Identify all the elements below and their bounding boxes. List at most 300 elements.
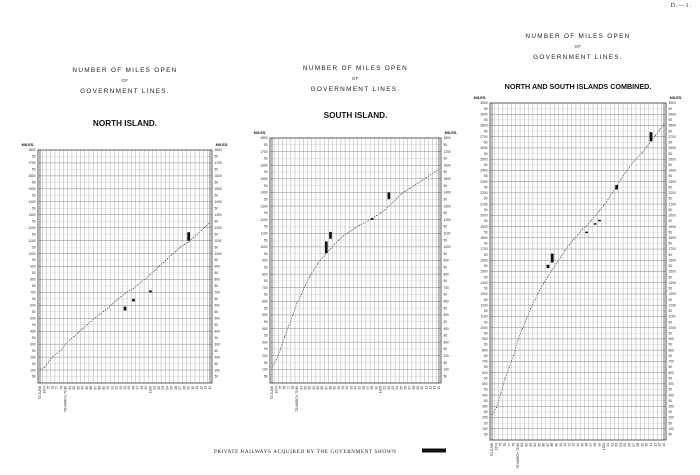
y-tick-label-left: 2500	[480, 157, 488, 162]
data-point	[543, 283, 544, 284]
y-tick-label-left: 50	[263, 170, 268, 175]
x-tick-label: 96	[361, 386, 366, 390]
chart-heading-line-2: OF	[574, 44, 582, 49]
y-tick-label-left: 2400	[480, 168, 488, 173]
y-tick-label-right: 50	[668, 230, 673, 235]
y-tick-label-right: 50	[668, 151, 673, 156]
y-tick-label-left: 400	[30, 329, 36, 334]
y-tick-label-left: 50	[31, 322, 36, 327]
y-tick-label-left: 1100	[480, 314, 488, 319]
chart-heading-line-2: OF	[121, 78, 129, 83]
data-point	[409, 188, 410, 189]
x-tick-label: 87	[545, 443, 550, 447]
y-tick-label-right: 50	[443, 238, 448, 243]
data-point	[608, 199, 609, 200]
data-point	[142, 281, 143, 282]
data-point	[582, 229, 583, 230]
y-tick-label-right: 900	[668, 337, 674, 342]
y-tick-label-right: 50	[214, 167, 219, 172]
x-tick-label: 82	[524, 443, 529, 447]
data-point	[560, 256, 561, 257]
y-tick-label-left: 50	[483, 252, 488, 257]
y-tick-label-left: 50	[31, 297, 36, 302]
x-tick-label: 06	[403, 386, 408, 390]
y-tick-label-left: 600	[262, 299, 268, 304]
y-tick-label-right: 600	[668, 370, 674, 375]
y-tick-label-right: 1400	[214, 199, 222, 204]
y-tick-label-right: 2400	[668, 168, 676, 173]
x-tick-label: 83	[76, 386, 81, 390]
y-tick-label-left: 50	[263, 156, 268, 161]
y-tick-label-right: 50	[214, 361, 219, 366]
data-point	[146, 278, 147, 279]
data-point	[376, 215, 377, 216]
y-tick-label-right: 50	[443, 197, 448, 202]
y-tick-label-right: 50	[443, 224, 448, 229]
y-tick-label-left: 50	[483, 264, 488, 269]
y-tick-label-left: 50	[483, 140, 488, 145]
x-tick-label: 77	[55, 386, 60, 390]
y-tick-label-left: 50	[483, 230, 488, 235]
data-point	[280, 349, 281, 350]
y-tick-label-left: 50	[263, 211, 268, 216]
y-tick-label-right: 2500	[668, 157, 676, 162]
y-tick-label-left: 1200	[28, 225, 36, 230]
data-point	[125, 293, 126, 294]
y-tick-label-right: 50	[214, 335, 219, 340]
y-tick-label-left: 50	[483, 185, 488, 190]
x-tick-label: TO JUNE	[490, 443, 495, 457]
data-point	[505, 378, 506, 379]
data-point	[526, 318, 527, 319]
data-point	[171, 254, 172, 255]
y-tick-label-right: 100	[668, 426, 674, 431]
data-point	[322, 257, 323, 258]
chart-heading-line-1: NUMBER OF MILES OPEN	[525, 33, 631, 40]
x-tick-label: 94	[576, 443, 580, 447]
data-point	[65, 344, 66, 345]
y-tick-label-right: 1700	[443, 149, 451, 154]
y-tick-label-right: 50	[668, 353, 673, 358]
y-tick-label-left: 2700	[480, 134, 488, 139]
y-tick-label-left: 2300	[480, 179, 488, 184]
x-tick-label: 96	[584, 443, 589, 447]
y-tick-label-left: 50	[31, 271, 36, 276]
x-tick-label: 91	[563, 443, 568, 447]
legend-swatch	[422, 449, 446, 453]
y-tick-label-right: 50	[668, 174, 673, 179]
data-point	[509, 367, 510, 368]
data-point	[578, 234, 579, 235]
x-tick-label: 78	[511, 443, 516, 447]
data-point	[137, 284, 138, 285]
y-tick-label-right: 50	[668, 342, 673, 347]
data-point	[397, 197, 398, 198]
y-tick-label-right: 50	[443, 156, 448, 161]
x-tick-label: 08	[636, 443, 641, 447]
data-point	[413, 185, 414, 186]
y-tick-label-right: 50	[214, 219, 219, 224]
x-tick-label: 01	[606, 443, 611, 447]
data-point	[57, 353, 58, 354]
x-tick-label: 76	[282, 386, 287, 390]
y-tick-label-left: 50	[263, 197, 268, 202]
x-tick-label: 84	[533, 443, 538, 447]
x-tick-label: 11	[195, 386, 200, 390]
y-tick-label-left: 2600	[480, 146, 488, 151]
x-tick-label: 88	[328, 386, 333, 390]
acquired-railway-block	[329, 232, 332, 239]
y-tick-label-right: 50	[443, 279, 448, 284]
x-tick-label: 88	[550, 443, 555, 447]
y-tick-label-left: 50	[263, 279, 268, 284]
data-point	[351, 230, 352, 231]
data-point	[188, 241, 189, 242]
y-tick-label-left: 50	[483, 151, 488, 156]
x-tick-label: 06	[173, 386, 178, 390]
y-tick-label-right: 50	[443, 347, 448, 352]
y-tick-label-right: 100	[214, 368, 220, 373]
x-tick-label: 12	[653, 443, 658, 447]
y-tick-label-right: 50	[214, 154, 219, 159]
y-tick-label-right: 1800	[668, 236, 676, 240]
y-tick-label-right: 50	[443, 211, 448, 216]
acquired-railway-block	[325, 241, 328, 253]
x-tick-label: 02	[156, 386, 161, 390]
x-tick-label: 81	[67, 386, 72, 390]
y-tick-label-left: 50	[31, 232, 36, 237]
data-point	[318, 263, 319, 264]
y-tick-label-right: 800	[443, 272, 449, 277]
x-tick-label: TO JUNE	[270, 386, 275, 400]
y-tick-label-right: 2000	[668, 213, 676, 218]
y-tick-label-right: 50	[668, 275, 673, 280]
y-tick-label-left: 1300	[28, 212, 36, 217]
x-tick-label: 11	[648, 443, 653, 447]
x-tick-label: 99	[374, 386, 379, 390]
y-tick-label-right: 50	[668, 264, 673, 269]
data-point	[112, 304, 113, 305]
x-tick-label: 04	[165, 386, 170, 390]
y-tick-label-left: 50	[263, 143, 268, 148]
data-point	[44, 367, 45, 368]
data-point	[313, 270, 314, 271]
y-tick-label-left: 50	[483, 365, 488, 370]
acquired-railway-block	[132, 299, 135, 302]
y-tick-label-left: 50	[31, 193, 36, 198]
y-tick-label-right: 50	[214, 348, 219, 353]
data-point	[99, 314, 100, 315]
y-tick-label-right: 1400	[668, 280, 676, 285]
y-tick-label-right: 2600	[668, 146, 676, 151]
x-tick-label: 12	[428, 386, 433, 390]
data-point	[276, 359, 277, 360]
y-tick-label-right: 1100	[214, 238, 222, 243]
y-tick-label-right: 3000	[668, 101, 676, 106]
x-tick-label: 85	[315, 386, 320, 390]
y-tick-label-left: 1800	[480, 236, 488, 240]
y-tick-label-left: 1700	[28, 161, 36, 166]
x-tick-label: 09	[640, 443, 645, 447]
x-tick-label: 93	[118, 386, 123, 390]
data-point	[205, 226, 206, 227]
y-axis-label-right: MILES.	[215, 143, 229, 147]
data-point	[52, 356, 53, 357]
y-tick-label-right: 600	[443, 299, 449, 304]
data-point	[646, 146, 647, 147]
data-point	[522, 329, 523, 330]
y-tick-label-right: 50	[214, 245, 219, 250]
y-tick-label-right: 50	[668, 331, 673, 336]
x-tick-label: 83	[528, 443, 533, 447]
y-tick-label-left: 1700	[480, 247, 488, 252]
x-tick-label: 09	[186, 386, 191, 390]
chart-title: NORTH AND SOUTH ISLANDS COMBINED.	[504, 82, 652, 91]
y-tick-label-left: 1500	[28, 187, 36, 192]
x-tick-label: 89	[101, 386, 106, 390]
data-point	[492, 414, 493, 415]
data-point	[91, 321, 92, 322]
y-tick-label-left: 800	[262, 272, 268, 277]
y-tick-label-left: 50	[31, 361, 36, 366]
y-tick-label-left: 1800	[28, 148, 36, 153]
x-tick-label: 75	[278, 386, 283, 390]
y-tick-label-left: 50	[263, 183, 268, 188]
y-tick-label-right: 1700	[668, 247, 676, 252]
y-tick-label-left: 50	[31, 245, 36, 250]
x-tick-label: 86	[541, 443, 546, 447]
y-tick-label-right: 1400	[443, 190, 451, 195]
y-tick-label-left: 50	[483, 432, 488, 437]
series-line	[492, 124, 664, 414]
data-point	[629, 167, 630, 168]
y-tick-label-right: 1100	[668, 314, 676, 319]
y-tick-label-left: 50	[483, 118, 488, 123]
x-tick-label: 92	[114, 386, 119, 390]
data-point	[95, 317, 96, 318]
y-tick-label-right: 800	[668, 348, 674, 353]
series-line	[272, 169, 439, 366]
data-point	[301, 294, 302, 295]
data-point	[438, 169, 439, 170]
y-tick-label-right: 400	[214, 329, 220, 334]
data-point	[496, 407, 497, 408]
y-tick-label-left: 50	[483, 387, 488, 392]
x-tick-label: 87	[93, 386, 98, 390]
x-tick-label: TO MARCH 79-80	[515, 443, 520, 469]
y-tick-label-left: 500	[262, 313, 268, 318]
y-tick-label-right: 50	[668, 219, 673, 224]
x-tick-label: 93	[571, 443, 576, 447]
data-point	[86, 324, 87, 325]
data-point	[513, 355, 514, 356]
x-tick-label: 87	[324, 386, 329, 390]
y-tick-label-left: 1500	[260, 177, 268, 182]
y-tick-label-left: 200	[482, 415, 488, 420]
y-tick-label-left: 700	[262, 285, 268, 290]
x-tick-label: 91	[110, 386, 115, 390]
y-tick-label-right: 1000	[443, 245, 451, 250]
data-point	[334, 244, 335, 245]
y-tick-label-left: 1500	[480, 269, 488, 274]
chart-1	[22, 67, 229, 412]
y-tick-label-right: 300	[443, 340, 449, 345]
y-tick-label-left: 600	[30, 303, 36, 308]
y-tick-label-right: 2200	[668, 191, 676, 196]
y-tick-label-left: 50	[31, 335, 36, 340]
y-tick-label-right: 50	[668, 398, 673, 403]
data-point	[663, 124, 664, 125]
y-tick-label-left: 100	[262, 367, 268, 372]
x-tick-label: 03	[614, 443, 619, 447]
y-tick-label-left: 200	[30, 355, 36, 360]
data-point	[163, 262, 164, 263]
data-point	[159, 266, 160, 267]
x-tick-label: 92	[345, 386, 350, 390]
y-tick-label-left: 50	[483, 106, 488, 111]
chart-3	[474, 33, 683, 469]
x-tick-label: 99	[597, 443, 602, 447]
y-tick-label-left: 1600	[28, 174, 36, 179]
y-tick-label-right: 1700	[214, 161, 222, 166]
x-tick-label: 92	[567, 443, 572, 447]
data-point	[620, 179, 621, 180]
y-tick-label-right: 50	[668, 286, 673, 291]
y-tick-label-left: 50	[31, 154, 36, 159]
data-point	[284, 336, 285, 337]
data-point	[78, 332, 79, 333]
y-tick-label-left: 50	[31, 219, 36, 224]
y-tick-label-right: 50	[668, 207, 673, 212]
acquired-railway-block	[615, 185, 618, 189]
data-point	[426, 177, 427, 178]
x-tick-label: 76	[503, 443, 508, 447]
y-tick-label-right: 50	[668, 365, 673, 370]
x-tick-label: 88	[97, 386, 102, 390]
x-tick-label: 06	[627, 443, 632, 447]
y-tick-label-right: 50	[443, 319, 448, 324]
x-tick-label: 84	[311, 386, 316, 390]
x-tick-label: 03	[161, 386, 166, 390]
y-tick-label-right: 50	[214, 180, 219, 185]
data-point	[603, 205, 604, 206]
data-point	[347, 233, 348, 234]
x-tick-label: 02	[386, 386, 391, 390]
y-axis-label-left: MILES.	[253, 131, 267, 135]
x-tick-label: 1900	[378, 386, 383, 394]
data-point	[192, 238, 193, 239]
x-tick-label: 85	[537, 443, 542, 447]
y-tick-label-left: 1100	[260, 231, 268, 236]
data-point	[552, 269, 553, 270]
x-tick-label: 76	[50, 386, 55, 390]
data-point	[180, 247, 181, 248]
y-tick-label-right: 50	[214, 297, 219, 302]
chart-heading-line-1: NUMBER OF MILES OPEN	[72, 67, 178, 74]
x-tick-label: 85	[84, 386, 89, 390]
y-tick-label-left: 50	[263, 333, 268, 338]
x-tick-label: 98	[593, 443, 598, 447]
y-tick-label-left: 900	[30, 264, 36, 269]
x-tick-label: 10	[190, 386, 195, 390]
data-point	[642, 152, 643, 153]
data-point	[201, 230, 202, 231]
y-tick-label-left: 50	[483, 241, 488, 246]
y-tick-label-right: 400	[443, 326, 449, 331]
x-tick-label: 07	[407, 386, 412, 390]
x-tick-label: 14	[207, 386, 212, 390]
y-tick-label-left: 1400	[260, 190, 268, 195]
y-tick-label-left: 50	[31, 310, 36, 315]
data-point	[612, 192, 613, 193]
y-tick-label-right: 50	[668, 432, 673, 437]
y-tick-label-left: 500	[30, 316, 36, 321]
y-tick-label-right: 2800	[668, 123, 676, 128]
data-point	[405, 191, 406, 192]
y-tick-label-left: 900	[262, 258, 268, 263]
data-point	[539, 290, 540, 291]
x-tick-label: 89	[554, 443, 559, 447]
data-point	[292, 314, 293, 315]
x-tick-label: 05	[623, 443, 628, 447]
y-tick-label-left: 50	[483, 275, 488, 280]
page-reference: D.—1.	[670, 3, 692, 9]
data-point	[384, 210, 385, 211]
y-tick-label-right: 700	[668, 359, 674, 364]
y-tick-label-right: 50	[668, 410, 673, 415]
y-tick-label-left: 100	[482, 426, 488, 431]
data-point	[422, 180, 423, 181]
data-point	[48, 362, 49, 363]
y-tick-label-right: 500	[668, 382, 674, 387]
data-point	[633, 161, 634, 162]
data-point	[82, 328, 83, 329]
y-tick-label-left: 50	[263, 374, 268, 379]
x-tick-label: 02	[610, 443, 615, 447]
x-tick-label: 12	[199, 386, 204, 390]
y-tick-label-left: 400	[482, 393, 488, 398]
y-tick-label-right: 1900	[668, 224, 676, 229]
data-point	[309, 276, 310, 277]
data-point	[430, 174, 431, 175]
x-tick-label: TO MARCH 79-80	[63, 386, 68, 412]
y-tick-label-left: 50	[483, 129, 488, 134]
data-point	[599, 210, 600, 211]
y-tick-label-left: 2900	[480, 112, 488, 117]
x-tick-label: 05	[169, 386, 174, 390]
y-tick-label-left: 50	[263, 347, 268, 352]
y-tick-label-right: 50	[668, 320, 673, 325]
y-tick-label-left: 50	[483, 286, 488, 291]
y-tick-label-left: 50	[483, 309, 488, 314]
acquired-railway-block	[594, 223, 597, 225]
x-tick-label: 03	[391, 386, 396, 390]
chart-2	[254, 65, 458, 412]
y-tick-label-right: 50	[668, 297, 673, 302]
y-tick-label-right: 50	[668, 196, 673, 201]
acquired-railway-block	[650, 132, 653, 141]
x-tick-label: 07	[178, 386, 183, 390]
y-tick-label-left: 1000	[480, 325, 488, 330]
y-tick-label-left: 50	[31, 284, 36, 289]
y-tick-label-right: 2900	[668, 112, 676, 117]
data-point	[434, 172, 435, 173]
x-tick-label: 1900	[148, 386, 153, 394]
y-tick-label-left: 1200	[260, 217, 268, 222]
y-tick-label-right: 50	[443, 143, 448, 148]
x-tick-label: 75	[46, 386, 51, 390]
y-tick-label-left: 3000	[480, 101, 488, 106]
